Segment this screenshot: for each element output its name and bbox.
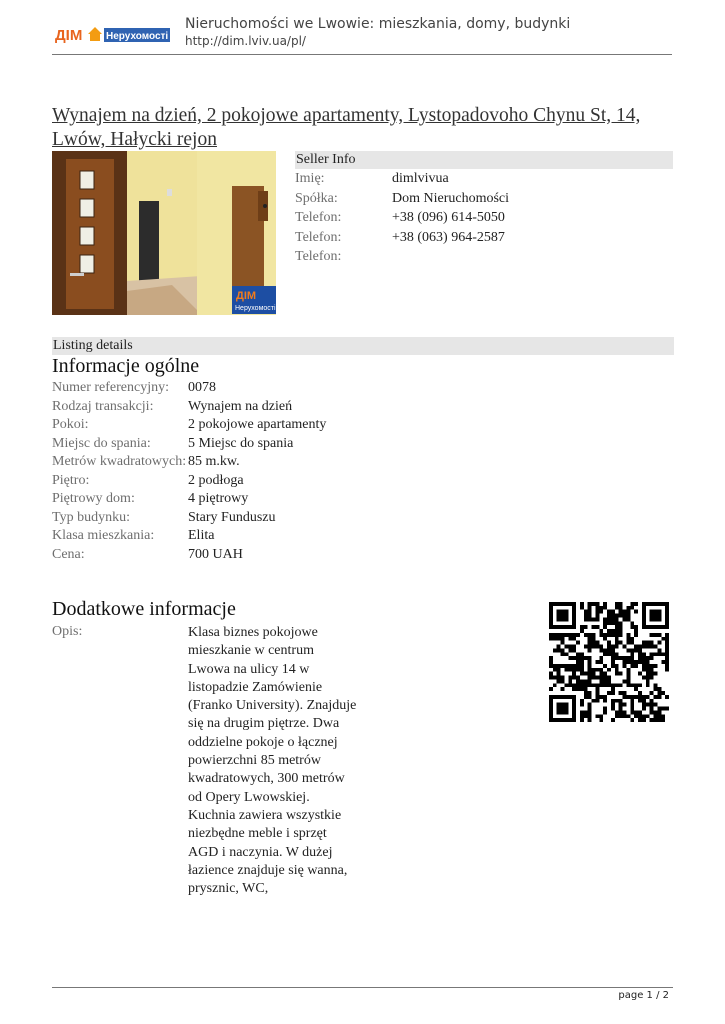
detail-row [52,509,372,528]
detail-label: Piętrowy dom: [52,491,135,506]
detail-label: Metrów kwadratowych: [52,454,187,469]
detail-label: Pokoi: [52,417,89,432]
detail-value: 700 UAH [188,546,243,562]
detail-value: Stary Funduszu [188,509,276,525]
seller-row [295,208,673,228]
detail-value: Elita [188,528,215,543]
page-header [52,14,672,54]
seller-phone-label: Telefon: [295,229,342,245]
detail-value: 85 m.kw. [188,454,240,469]
seller-name-value: dimlvivua [392,171,449,186]
seller-row [295,247,673,267]
detail-row [52,472,372,491]
detail-row [52,435,372,454]
seller-company-value: Dom Nieruchomości [392,190,510,206]
detail-label: Klasa mieszkania: [52,528,155,543]
seller-row [295,228,673,248]
listing-photo [52,151,276,315]
detail-row [52,398,372,417]
description-label: Opis: [52,624,83,639]
listing-title[interactable]: Wynajem na dzień, 2 pokojowe apartamenty, Lystopadovoho Chynu St, 14, Lwów, Hałycki rejon [52,105,641,150]
general-info-list [52,379,372,564]
listing-details-label: Listing details [52,337,674,355]
detail-value: Wynajem na dzień [188,398,293,414]
seller-company-label: Spółka: [295,190,338,206]
seller-section-label: Seller Info [295,151,673,169]
seller-row [295,189,673,209]
detail-label: Typ budynku: [52,509,130,525]
page-number: page 1 / 2 [618,990,669,1001]
detail-label: Rodzaj transakcji: [52,398,154,414]
svg-text:ДІМ: ДІМ [236,290,257,302]
detail-label: Cena: [52,546,85,562]
seller-phone-label: Telefon: [295,210,342,225]
site-url[interactable]: http://dim.lviv.ua/pl/ [185,34,306,48]
svg-text:Нерухомості: Нерухомості [235,305,276,312]
svg-text:ДІМ: ДІМ [55,27,83,44]
qr-code [545,598,673,726]
detail-row [52,453,372,472]
detail-value: 2 podłoga [188,472,244,488]
detail-value: 4 piętrowy [188,491,249,506]
footer-divider [52,987,673,988]
seller-phone-value[interactable]: +38 (096) 614-5050 [392,210,505,225]
additional-info-heading: Dodatkowe informacje [52,598,236,620]
detail-value: 5 Miejsc do spania [188,435,294,451]
detail-value: 2 pokojowe apartamenty [188,417,327,432]
detail-row [52,546,372,565]
detail-row [52,416,372,435]
description-text: Klasa biznes pokojowe mieszkanie w centrum Lwowa na ulicy 14 w listopadzie Zamówienie (Franko University). Znajduje się na drugim piętrze. Dwa oddzielne pokoje o łącznej powierzchni 85 metrów kwadratowych, 300 metrów od Opery Lwowskiej. Kuchnia zawiera wszystkie niezbędne meble i sprzęt AGD i naczynia. W dużej łazience znajduje się wanna, prysznic, WC, [188,625,357,897]
detail-value: 0078 [188,380,216,395]
detail-label: Numer referencyjny: [52,380,169,395]
seller-phone-label: Telefon: [295,249,342,264]
seller-name-label: Imię: [295,171,325,186]
seller-info [295,151,673,267]
detail-label: Miejsc do spania: [52,435,151,451]
detail-row [52,527,372,546]
detail-row [52,490,372,509]
svg-text:Нерухомості: Нерухомості [106,31,169,42]
header-divider [52,54,672,55]
site-title: Nieruchomości we Lwowie: mieszkania, domy, budynki [185,16,571,32]
seller-row [295,169,673,189]
site-logo[interactable] [54,23,172,45]
detail-label: Piętro: [52,472,90,488]
detail-row [52,379,372,398]
general-info-heading: Informacje ogólne [52,355,200,377]
seller-phone-value[interactable]: +38 (063) 964-2587 [392,229,505,245]
